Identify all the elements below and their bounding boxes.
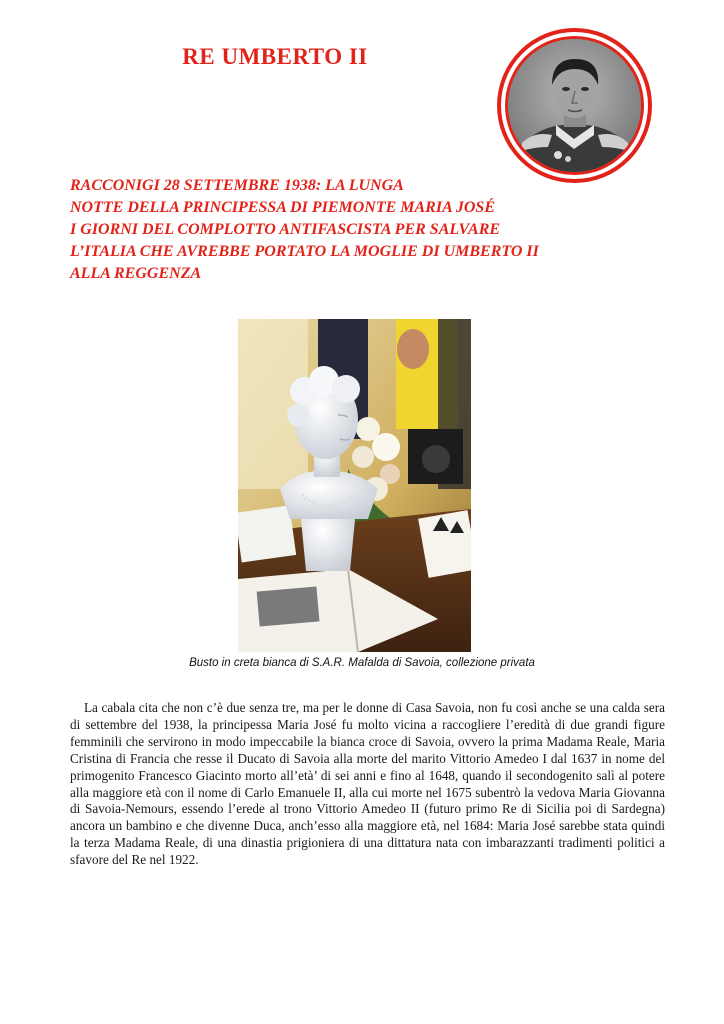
headline xyxy=(70,175,650,285)
king-portrait-photo xyxy=(508,39,641,172)
headline-line: I GIORNI DEL COMPLOTTO ANTIFASCISTA PER SALVARE xyxy=(70,221,501,238)
page-title: RE UMBERTO II xyxy=(182,44,368,69)
headline-line: ALLA REGGENZA xyxy=(70,265,202,282)
headline-line: L’ITALIA CHE AVREBBE PORTATO LA MOGLIE DI UMBERTO II xyxy=(70,243,539,260)
portrait-medallion xyxy=(497,28,652,183)
headline-line: NOTTE DELLA PRINCIPESSA DI PIEMONTE MARIA JOSÉ xyxy=(70,199,495,216)
headline-line: RACCONIGI 28 SETTEMBRE 1938: LA LUNGA xyxy=(70,177,404,194)
photo-caption: Busto in creta bianca di S.A.R. Mafalda di Savoia, collezione privata xyxy=(189,657,535,669)
bust-photo xyxy=(238,319,471,652)
article-body: La cabala cita che non c’è due senza tre, ma per le donne di Casa Savoia, non fu così anche se una calda sera di settembre del 1938, la principessa Maria José fu molto vicina a raccogliere l’eredità di due grandi figure femminili che servirono in modo impeccabile la bianca croce di Savoia, ovvero la prima Madama Reale, Maria Cristina di Francia che resse il Ducato di Savoia alla morte del marito Vittorio Amedeo I dal 1637 in nome del primogenito Francesco Giacinto morto all’età’ di sei anni e fino al 1648, quando il secondogenito salì al potere alla maggiore età con il nome di Carlo Emanuele II, alla cui morte nel 1675 subentrò la vedova Maria Giovanna di Savoia-Nemours, essendo l’erede al trono Vittorio Amedeo II (futuro primo Re di Sicilia poi di Sardegna) ancora un bambino e che divenne Duca, anch’esso alla maggiore età, nel 1684: Maria José sarebbe stata quindi la terza Madama Reale, di una dinastia prigioniera di una dittatura nata con imbarazzanti tradimenti politici a sfavore del Re nel 1922. xyxy=(70,700,665,868)
